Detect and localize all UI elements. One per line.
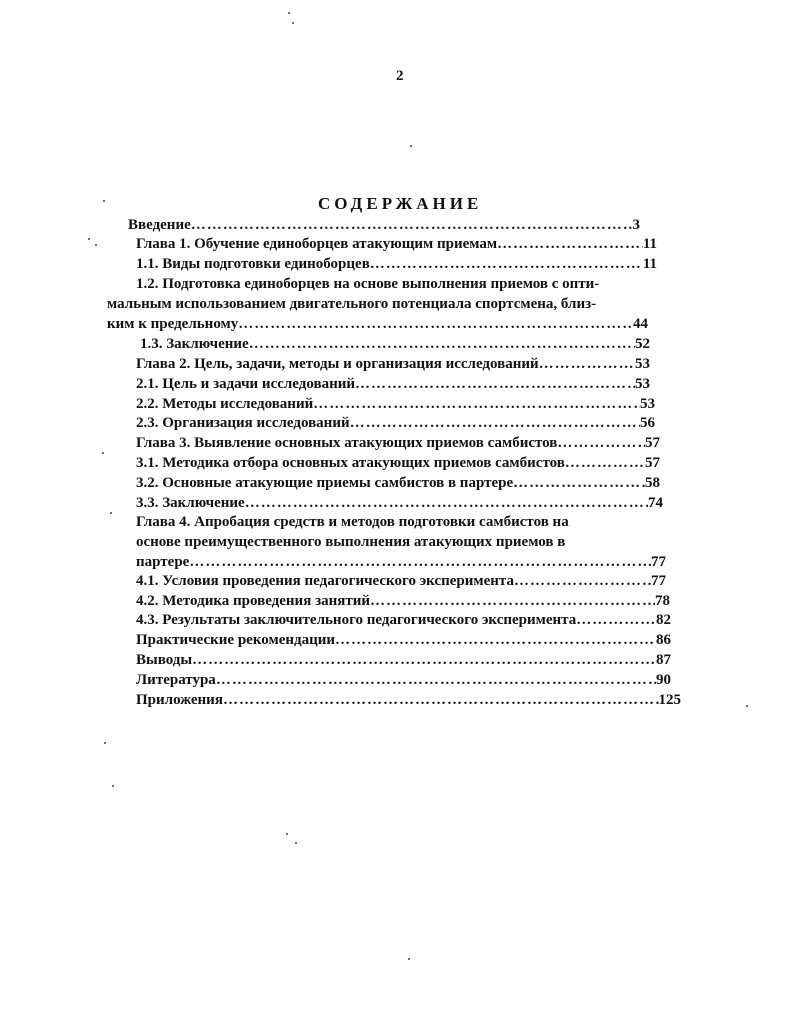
toc-entry-title: партере bbox=[136, 554, 190, 570]
toc-entry-page: 52 bbox=[635, 336, 650, 352]
scan-speck bbox=[88, 238, 90, 240]
toc-entry-page: 44 bbox=[633, 316, 648, 332]
leader-dots bbox=[576, 610, 656, 630]
toc-entry-title: 4.2. Методика проведения занятий bbox=[136, 593, 371, 609]
toc-entry-title: Выводы bbox=[136, 652, 193, 668]
scan-speck bbox=[102, 452, 104, 454]
toc-entry-title: 2.3. Организация исследований bbox=[136, 415, 350, 431]
toc-entry-page: 77 bbox=[651, 573, 666, 589]
leader-dots bbox=[245, 493, 648, 513]
toc-entry-section-3-2 bbox=[136, 473, 660, 493]
toc-entry-chapter-4-line-2: основе преимущественного выполнения атакующих приемов в bbox=[136, 534, 566, 550]
toc-entry-section-2-2 bbox=[136, 394, 655, 414]
leader-dots bbox=[223, 690, 659, 710]
toc-entry-title: Приложения bbox=[136, 692, 223, 708]
leader-dots bbox=[539, 354, 635, 374]
toc-entry-title: 1.1. Виды подготовки единоборцев bbox=[136, 256, 370, 272]
leader-dots bbox=[355, 374, 635, 394]
toc-entry-chapter-1 bbox=[136, 234, 657, 254]
toc-entry-section-2-3 bbox=[136, 413, 655, 433]
toc-entry-section-1-2-line-1: 1.2. Подготовка единоборцев на основе выполнения приемов с опти- bbox=[136, 276, 600, 292]
toc-entry-chapter-2 bbox=[136, 354, 650, 374]
scan-speck bbox=[110, 512, 112, 514]
scan-speck bbox=[746, 705, 748, 707]
toc-entry-page: 58 bbox=[645, 475, 660, 491]
leader-dots bbox=[238, 314, 633, 334]
toc-entry-page: 11 bbox=[642, 236, 657, 252]
toc-entry-literature bbox=[136, 670, 671, 690]
toc-entry-practical bbox=[136, 630, 671, 650]
toc-entry-page: 53 bbox=[635, 376, 650, 392]
page-number: 2 bbox=[396, 68, 404, 84]
toc-entry-chapter-3 bbox=[136, 433, 660, 453]
toc-entry-conclusions bbox=[136, 650, 671, 670]
scan-speck bbox=[288, 12, 290, 14]
toc-entry-title: ким к предельному bbox=[107, 316, 239, 332]
toc-entry-section-1-2 bbox=[107, 314, 648, 334]
toc-entry-page: 53 bbox=[640, 396, 655, 412]
leader-dots bbox=[497, 234, 643, 254]
toc-entry-chapter-4 bbox=[136, 552, 666, 572]
toc-entry-page: 86 bbox=[656, 632, 671, 648]
scan-speck bbox=[95, 244, 97, 246]
toc-entry-section-3-3 bbox=[136, 493, 663, 513]
toc-entry-chapter-4-line-1: Глава 4. Апробация средств и методов подготовки самбистов на bbox=[136, 514, 569, 530]
toc-heading: СОДЕРЖАНИЕ bbox=[318, 194, 483, 213]
toc-entry-title: 3.3. Заключение bbox=[136, 495, 245, 511]
leader-dots bbox=[370, 254, 643, 274]
toc-entry-title: Введение bbox=[128, 217, 191, 233]
toc-entry-section-4-2 bbox=[136, 591, 670, 611]
scan-speck bbox=[103, 200, 105, 202]
toc-entry-appendix bbox=[136, 690, 681, 710]
toc-entry-page: 57 bbox=[645, 455, 660, 471]
toc-entry-title: 2.1. Цель и задачи исследований bbox=[136, 376, 356, 392]
toc-entry-title: Глава 3. Выявление основных атакующих приемов самбистов bbox=[136, 435, 558, 451]
leader-dots bbox=[191, 215, 633, 235]
toc-entry-page: 78 bbox=[655, 593, 670, 609]
toc-entry-page: 125 bbox=[658, 692, 681, 708]
toc-entry-title: Литература bbox=[136, 672, 216, 688]
toc-entry-section-3-1 bbox=[136, 453, 660, 473]
leader-dots bbox=[513, 473, 645, 493]
leader-dots bbox=[335, 630, 656, 650]
toc-entry-title: 3.1. Методика отбора основных атакующих приемов самбистов bbox=[136, 455, 565, 471]
leader-dots bbox=[350, 413, 640, 433]
leader-dots bbox=[565, 453, 645, 473]
leader-dots bbox=[313, 394, 640, 414]
toc-entry-section-1-2-line-2: мальным использованием двигательного потенциала спортсмена, близ- bbox=[107, 296, 597, 312]
leader-dots bbox=[514, 571, 651, 591]
scan-speck bbox=[295, 842, 297, 844]
scan-speck bbox=[112, 785, 114, 787]
leader-dots bbox=[189, 552, 651, 572]
toc-entry-title: 1.3. Заключение bbox=[140, 336, 249, 352]
toc-entry-section-1-3 bbox=[140, 334, 650, 354]
toc-entry-title: Практические рекомендации bbox=[136, 632, 336, 648]
toc-entry-section-4-1 bbox=[136, 571, 666, 591]
leader-dots bbox=[192, 650, 656, 670]
toc-entry-section-2-1 bbox=[136, 374, 650, 394]
toc-entry-title: Глава 1. Обучение единоборцев атакующим приемам bbox=[136, 236, 498, 252]
leader-dots bbox=[216, 670, 656, 690]
scan-speck bbox=[292, 22, 294, 24]
toc-entry-page: 74 bbox=[648, 495, 663, 511]
toc-entry-page: 82 bbox=[656, 612, 671, 628]
toc-entry-page: 56 bbox=[640, 415, 655, 431]
toc-entry-page: 53 bbox=[635, 356, 650, 372]
scan-speck bbox=[286, 833, 288, 835]
scan-speck bbox=[104, 742, 106, 744]
toc-entry-page: 57 bbox=[645, 435, 660, 451]
toc-entry-section-1-1 bbox=[136, 254, 657, 274]
toc-entry-page: 77 bbox=[651, 554, 666, 570]
toc-entry-intro bbox=[128, 215, 640, 235]
toc-entry-page: 90 bbox=[656, 672, 671, 688]
toc-entry-page: 3 bbox=[632, 217, 640, 233]
leader-dots bbox=[557, 433, 645, 453]
toc-entry-page: 87 bbox=[656, 652, 671, 668]
toc-entry-title: 4.3. Результаты заключительного педагогического эксперимента bbox=[136, 612, 577, 628]
leader-dots bbox=[249, 334, 635, 354]
toc-entry-section-4-3 bbox=[136, 610, 671, 630]
toc-entry-title: 4.1. Условия проведения педагогического эксперимента bbox=[136, 573, 514, 589]
toc-entry-title: 2.2. Методы исследований bbox=[136, 396, 314, 412]
scan-speck bbox=[410, 145, 412, 147]
toc-entry-page: 11 bbox=[642, 256, 657, 272]
toc-entry-title: Глава 2. Цель, задачи, методы и организация исследований bbox=[136, 356, 539, 372]
toc-entry-title: 3.2. Основные атакующие приемы самбистов в партере bbox=[136, 475, 514, 491]
scan-speck bbox=[408, 958, 410, 960]
leader-dots bbox=[370, 591, 655, 611]
